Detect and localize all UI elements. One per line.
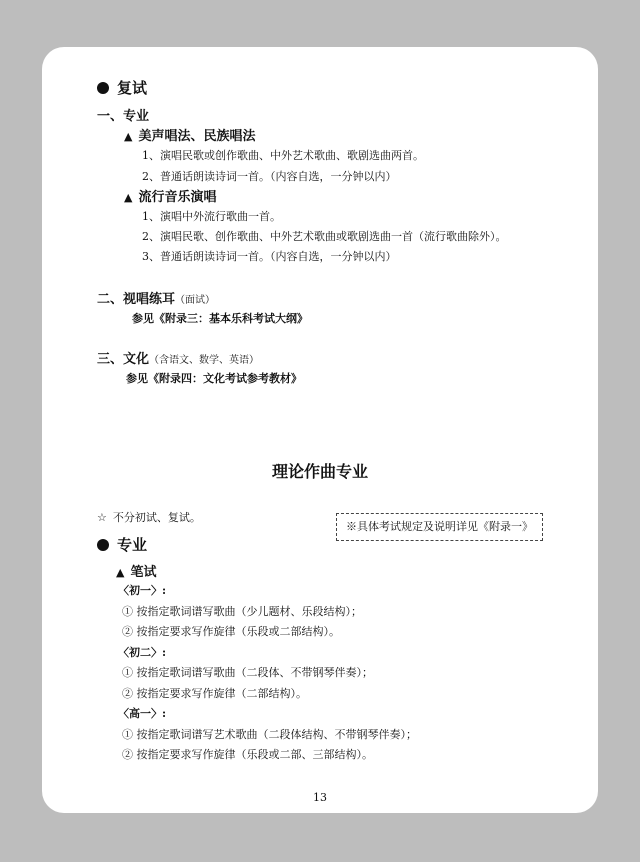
list-item: ② 按指定要求写作旋律（二部结构）。 <box>122 687 307 700</box>
list-item: 1、演唱中外流行歌曲一首。 <box>142 210 281 223</box>
reference-appendix-four: 参见《附录四：文化考试参考教材》 <box>126 372 302 385</box>
appendix-note-box: ※具体考试规定及说明详见《附录一》 <box>336 513 543 541</box>
list-item: 1、演唱民歌或创作歌曲、中外艺术歌曲、歌剧选曲两首。 <box>142 149 424 162</box>
filled-circle-bullet-icon <box>97 539 109 551</box>
document-page <box>42 47 598 813</box>
section-title-theory-composition: 理论作曲专业 <box>271 462 368 481</box>
star-outline-icon: ☆ <box>97 511 107 524</box>
heading-major-theory: 专业 <box>97 534 147 555</box>
grade-label-chu-er: 〈初二〉: <box>118 646 167 659</box>
list-item: ② 按指定要求写作旋律（乐段或二部、三部结构）。 <box>122 748 373 761</box>
grade-label-gao-yi: 〈高一〉: <box>118 707 167 720</box>
list-item: ① 按指定歌词谱写艺术歌曲（二段体结构、不带钢琴伴奏）； <box>122 728 417 741</box>
grade-label-chu-yi: 〈初一〉: <box>118 584 167 597</box>
reference-appendix-three: 参见《附录三：基本乐科考试大纲》 <box>132 312 308 325</box>
subheading-written-exam: ▲ 笔试 <box>116 565 157 580</box>
no-split-note: ☆ 不分初试、复试。 <box>97 511 201 524</box>
page-number: 13 <box>313 791 327 804</box>
filled-circle-bullet-icon <box>97 82 109 94</box>
list-item: 3、普通话朗读诗词一首。（内容自选，一分钟以内） <box>142 250 397 263</box>
heading-sight-singing: 二、视唱练耳（面试） <box>97 292 216 307</box>
list-item: 2、普通话朗读诗词一首。（内容自选，一分钟以内） <box>142 170 397 183</box>
list-item: ② 按指定要求写作旋律（乐段或二部结构）。 <box>122 625 340 638</box>
heading-culture: 三、文化（含语文、数学、英语） <box>97 352 260 367</box>
list-item: 2、演唱民歌、创作歌曲、中外艺术歌曲或歌剧选曲一首（流行歌曲除外）。 <box>142 230 507 243</box>
heading-major: 一、专业 <box>97 109 150 124</box>
triangle-bullet-icon: ▲ <box>124 130 133 143</box>
triangle-bullet-icon: ▲ <box>124 191 133 204</box>
triangle-bullet-icon: ▲ <box>116 566 125 579</box>
list-item: ① 按指定歌词谱写歌曲（少儿题材、乐段结构）； <box>122 605 362 618</box>
subheading-pop-singing: ▲ 流行音乐演唱 <box>124 190 217 205</box>
subheading-bel-canto-folk: ▲ 美声唱法、民族唱法 <box>124 129 256 144</box>
section-heading-retest: 复试 <box>97 77 147 98</box>
list-item: ① 按指定歌词谱写歌曲（二段体、不带钢琴伴奏）； <box>122 666 373 679</box>
